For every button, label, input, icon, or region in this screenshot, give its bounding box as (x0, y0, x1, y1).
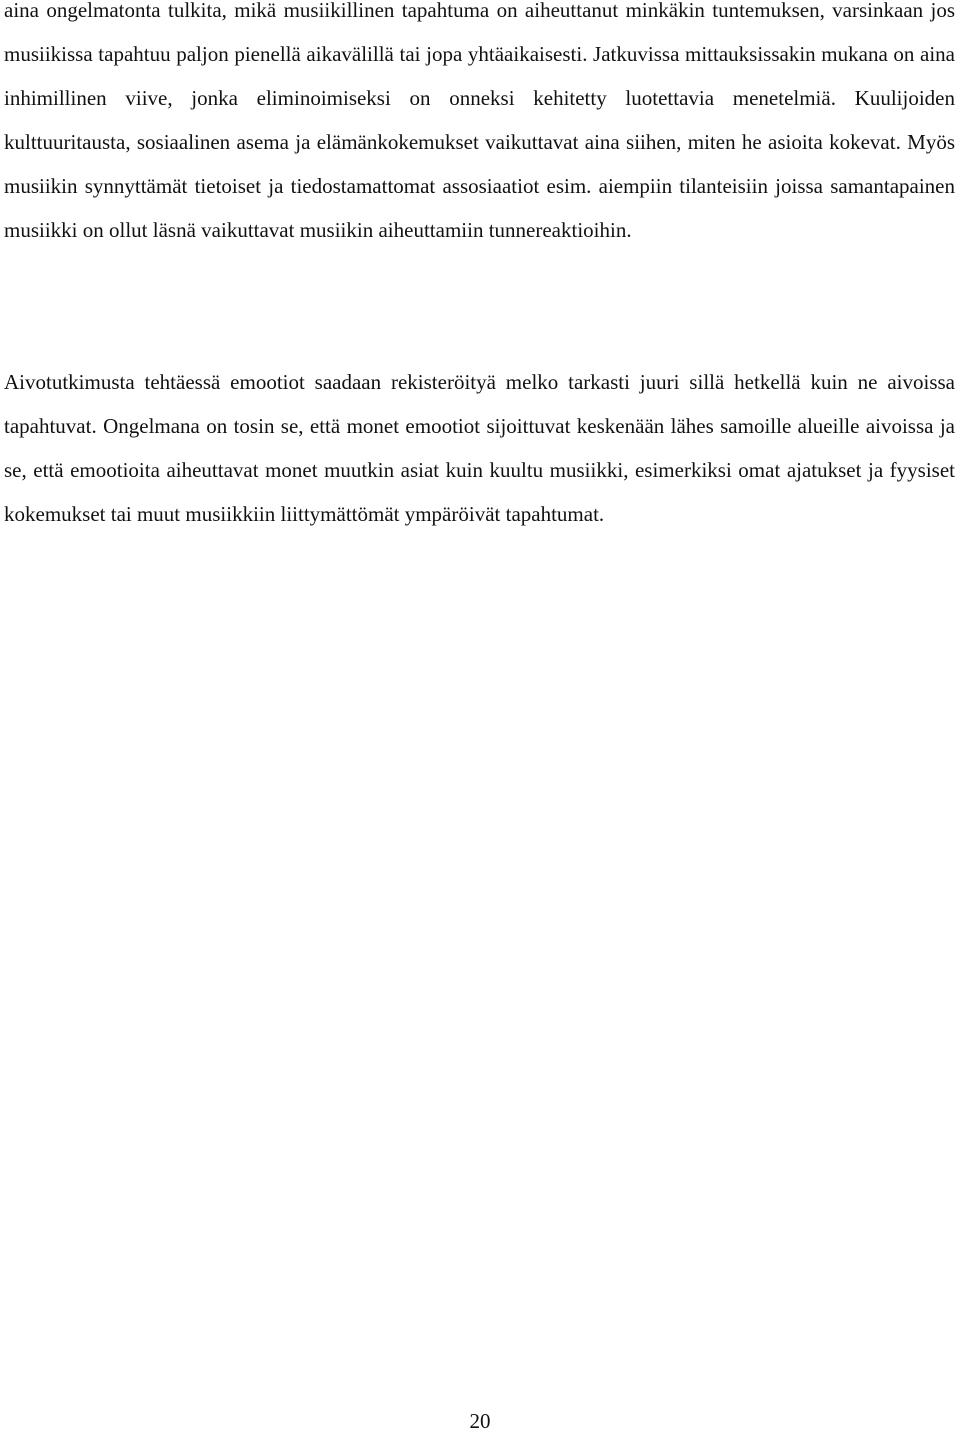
paragraph: aina ongelmatonta tulkita, mikä musiikillinen tapahtuma on aiheuttanut minkäkin tuntemuksen, varsinkaan jos musiikissa tapahtuu paljon pienellä aikavälillä tai jopa yhtäaikaisesti. Jatkuvissa mittauksissakin mukana on aina inhimillinen viive, jonka eliminoimiseksi on onneksi kehitetty luotettavia menetelmiä. Kuulijoiden kulttuuritausta, sosiaalinen asema ja elämänkokemukset vaikuttavat aina siihen, miten he asioita kokevat. Myös musiikin synnyttämät tietoiset ja tiedostamattomat assosiaatiot esim. aiempiin tilanteisiin joissa samantapainen musiikki on ollut läsnä vaikuttavat musiikin aiheuttamiin tunnereaktioihin. (4, 0, 955, 242)
body-text-block (4, 360, 955, 536)
paragraph: Aivotutkimusta tehtäessä emootiot saadaan rekisteröityä melko tarkasti juuri sillä hetkellä kuin ne aivoissa tapahtuvat. Ongelmana on tosin se, että monet emootiot sijoittuvat keskenään lähes samoille alueille aivoissa ja se, että emootioita aiheuttavat monet muutkin asiat kuin kuultu musiikki, esimerkiksi omat ajatukset ja fyysiset kokemukset tai muut musiikkiin liittymättömät ympäröivät tapahtumat. (4, 370, 955, 526)
page-number: 20 (469, 1409, 491, 1433)
body-text-block (4, 0, 955, 252)
